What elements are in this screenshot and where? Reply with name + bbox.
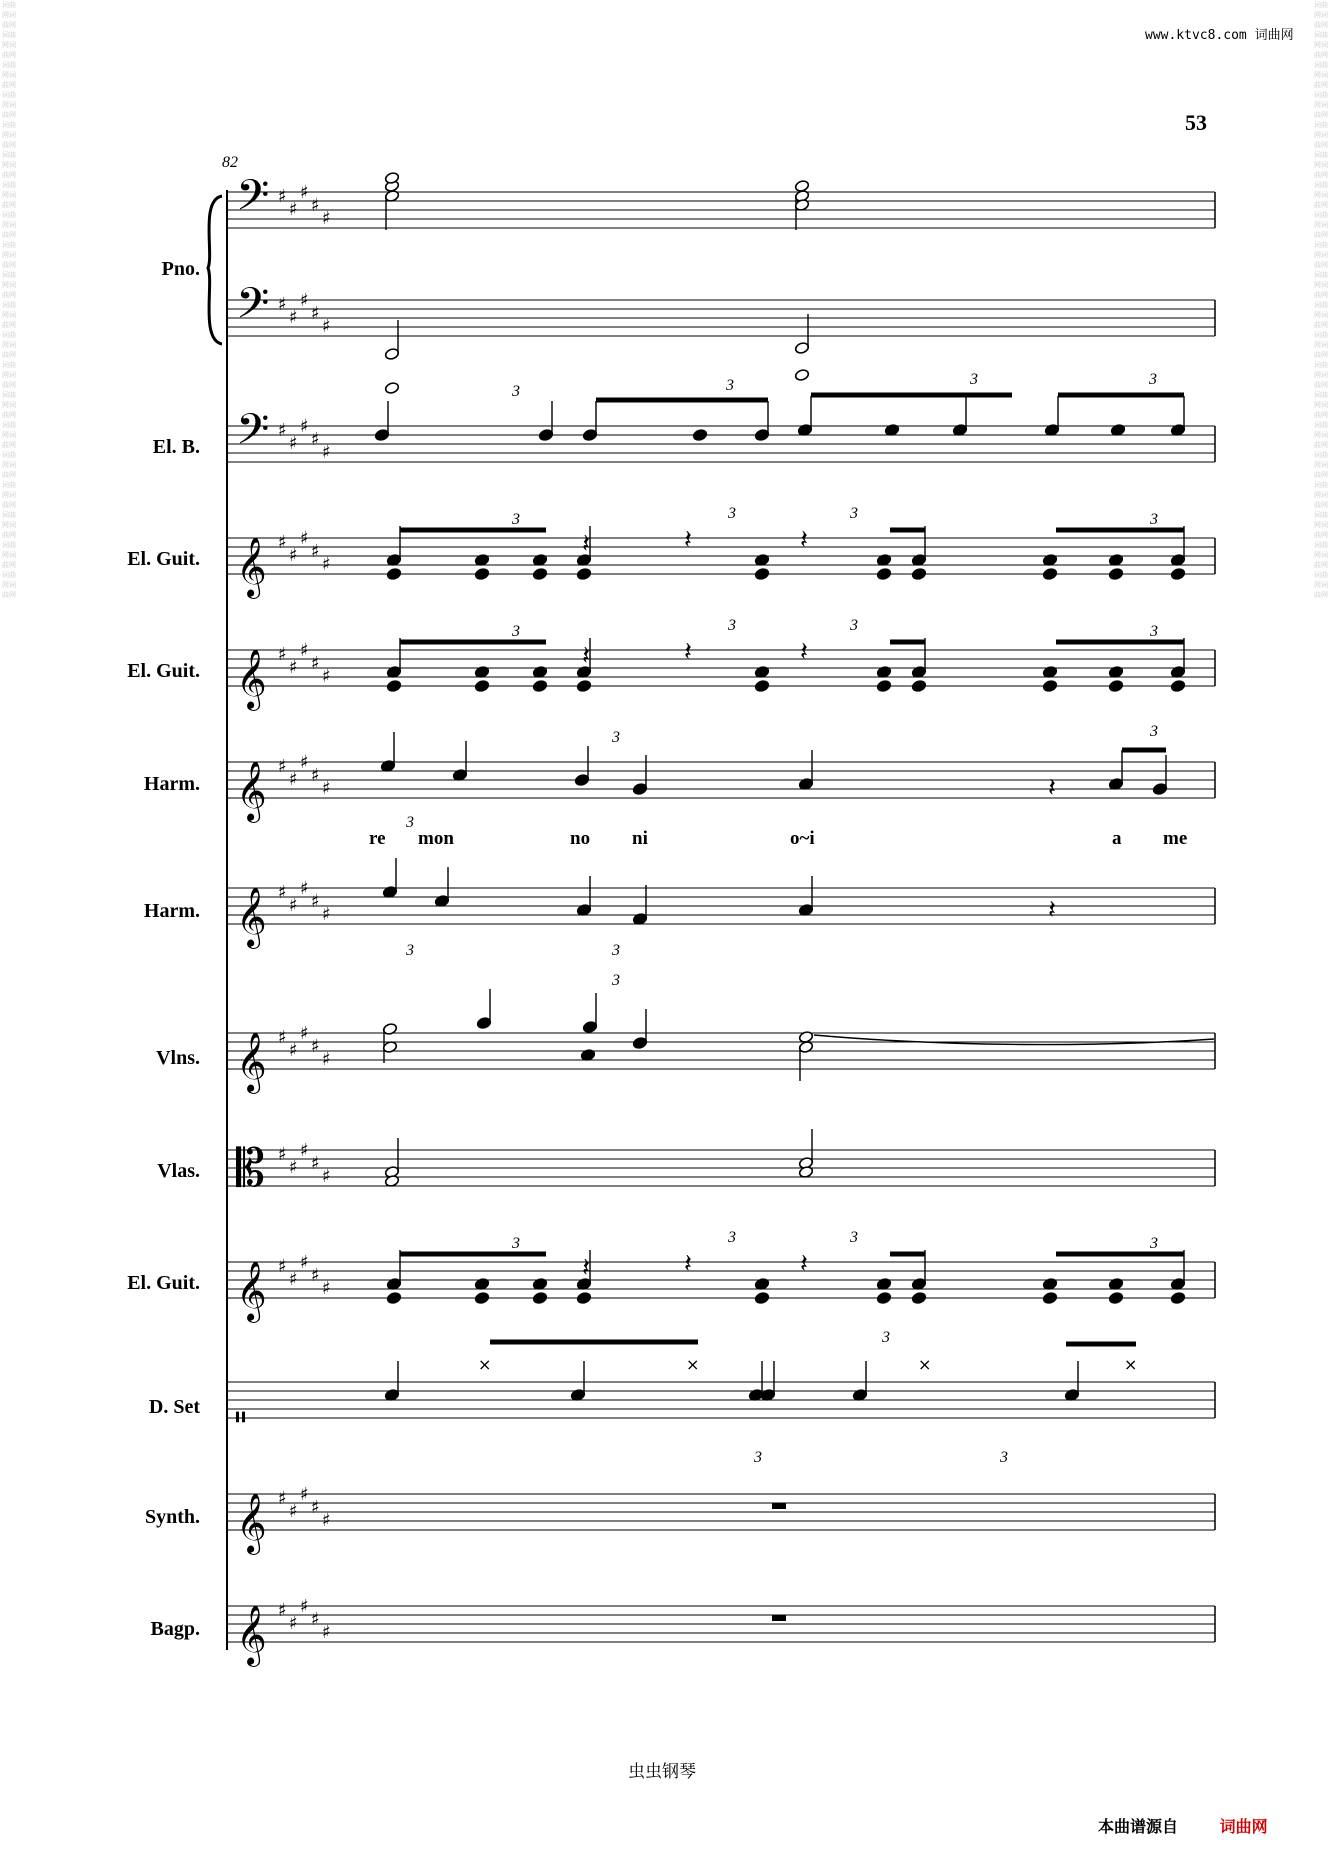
note-head (911, 1291, 926, 1304)
tuplet-number: 3 (512, 1235, 520, 1252)
cymbal-x: × (478, 1355, 492, 1374)
tuplet-number: 3 (1000, 1449, 1008, 1466)
sharp-sign: ♯ (278, 1600, 287, 1621)
tuplet-number: 3 (728, 505, 736, 522)
sharp-sign: ♯ (300, 182, 309, 203)
note-head (876, 1291, 891, 1304)
footer-source[interactable] (1098, 1814, 1268, 1837)
sharp-sign: ♯ (322, 778, 331, 799)
note-head (876, 567, 891, 580)
note-head (576, 1291, 591, 1304)
sharp-sign: ♯ (311, 303, 320, 324)
sharp-sign: ♯ (300, 640, 309, 661)
note-head (911, 679, 926, 692)
watermark-url-text: www.ktvc8.com (1145, 28, 1247, 43)
rest-mark: 𝄽 (1048, 895, 1056, 925)
label-harm2: Harm. (143, 900, 200, 922)
cymbal-x: × (918, 1355, 932, 1374)
rest-mark: 𝄽 (582, 529, 590, 559)
sharp-sign: ♯ (278, 532, 287, 553)
watermark-site-text: 词曲网 (1254, 28, 1294, 43)
rest-mark: 𝄽 (582, 641, 590, 671)
clef-glyph: 𝄢 (236, 171, 270, 231)
sharp-sign: ♯ (278, 1488, 287, 1509)
note-head (576, 679, 591, 692)
sharp-sign: ♯ (322, 904, 331, 925)
tuplet-number: 3 (612, 729, 620, 746)
sharp-sign: ♯ (289, 895, 298, 916)
clef-glyph: 𝄞 (236, 1261, 267, 1321)
note-head (1170, 679, 1185, 692)
sharp-sign: ♯ (289, 1613, 298, 1634)
sharp-sign: ♯ (300, 878, 309, 899)
beam (400, 528, 546, 533)
tuplet-number: 3 (1149, 371, 1157, 388)
note-head (532, 567, 547, 580)
note-head (474, 1291, 489, 1304)
sharp-sign: ♯ (322, 316, 331, 337)
sharp-sign: ♯ (311, 429, 320, 450)
note-head (386, 1291, 401, 1304)
lyric-oi: o~i (790, 828, 815, 849)
sharp-sign: ♯ (300, 528, 309, 549)
beam (490, 1340, 698, 1345)
beam (596, 398, 768, 403)
note-head (384, 381, 399, 394)
tuplet-number: 3 (970, 371, 978, 388)
sharp-sign: ♯ (300, 1252, 309, 1273)
label-elb: El. B. (152, 436, 200, 458)
sharp-sign: ♯ (300, 1596, 309, 1617)
sharp-sign: ♯ (300, 1484, 309, 1505)
note-head (1042, 679, 1057, 692)
sharp-sign: ♯ (300, 1023, 309, 1044)
note-head (794, 368, 809, 381)
sharp-sign: ♯ (289, 307, 298, 328)
left-watermark-strip: 词曲网词曲网词曲网词曲网词曲网词曲网词曲网词曲网词曲网词曲网词曲网词曲网词曲网词曲网词曲网词曲网词曲网词曲网词曲网词曲网词曲网词曲网词曲网词曲网词曲网词曲网词曲网词曲网词曲网词曲网词曲网词曲网词曲网词曲网词曲网词曲网词曲网词曲网词曲网词曲网 (2, 1, 16, 599)
sharp-sign: ♯ (311, 195, 320, 216)
tuplet-number: 3 (512, 623, 520, 640)
staff-vlas (227, 1139, 1215, 1199)
lyric-ni: ni (632, 828, 648, 849)
clef-glyph: 𝄞 (236, 1493, 267, 1553)
rest-mark: 𝄽 (684, 525, 692, 555)
tuplet-number: 3 (1150, 1235, 1158, 1252)
beam (1122, 748, 1166, 753)
sharp-sign: ♯ (311, 1609, 320, 1630)
sharp-sign: ♯ (289, 769, 298, 790)
sharp-sign: ♯ (289, 199, 298, 220)
piano-brace (208, 196, 222, 344)
tuplet-number: 3 (406, 942, 414, 959)
tuplet-number: 3 (726, 377, 734, 394)
footer-center-text: 虫虫钢琴 (628, 1762, 696, 1782)
cymbal-x: × (1124, 1355, 1138, 1374)
note-head (754, 1291, 769, 1304)
note-head (1170, 567, 1185, 580)
clef-glyph: 𝄞 (236, 761, 267, 821)
tuplet-number: 3 (612, 942, 620, 959)
right-watermark-strip: 词曲网词曲网词曲网词曲网词曲网词曲网词曲网词曲网词曲网词曲网词曲网词曲网词曲网词曲网词曲网词曲网词曲网词曲网词曲网词曲网词曲网词曲网词曲网词曲网词曲网词曲网词曲网词曲网词曲网词曲网词曲网词曲网词曲网词曲网词曲网词曲网词曲网词曲网词曲网词曲网 (1314, 1, 1328, 599)
staff-pno-lower (227, 279, 1215, 339)
note-head (532, 1291, 547, 1304)
rest-mark: 𝄽 (582, 1253, 590, 1283)
sharp-sign: ♯ (278, 186, 287, 207)
sharp-sign: ♯ (278, 294, 287, 315)
staff-harm2 (227, 878, 1215, 949)
sharp-sign: ♯ (311, 765, 320, 786)
tuplet-number: 3 (1150, 723, 1158, 740)
staff-elg2 (227, 640, 1215, 711)
sharp-sign: ♯ (278, 1027, 287, 1048)
rest-mark: 𝄽 (684, 1249, 692, 1279)
note-head (386, 567, 401, 580)
sharp-sign: ♯ (278, 756, 287, 777)
staff-bagp (227, 1596, 1215, 1667)
label-elg3: El. Guit. (127, 1272, 200, 1294)
clef-glyph: 𝄢 (236, 279, 270, 339)
tuplet-number: 3 (850, 505, 858, 522)
cymbal-x: × (686, 1355, 700, 1374)
rest-mark: 𝄽 (1048, 773, 1056, 803)
sharp-sign: ♯ (300, 416, 309, 437)
note-head (911, 567, 926, 580)
sharp-sign: ♯ (311, 653, 320, 674)
sharp-sign: ♯ (322, 666, 331, 687)
rest-mark: 𝄽 (800, 525, 808, 555)
sharp-sign: ♯ (278, 644, 287, 665)
sharp-sign: ♯ (311, 1497, 320, 1518)
staff-vlns (227, 1023, 1215, 1094)
clef-glyph: 𝄞 (236, 1032, 267, 1092)
tuplet-number: 3 (850, 1229, 858, 1246)
sharp-sign: ♯ (322, 554, 331, 575)
label-bagp: Bagp. (150, 1618, 200, 1640)
note-head (474, 567, 489, 580)
sharp-sign: ♯ (278, 1144, 287, 1165)
clef-glyph: 𝄞 (236, 537, 267, 597)
rest-mark: 𝄽 (684, 637, 692, 667)
note-head (532, 679, 547, 692)
sharp-sign: ♯ (300, 290, 309, 311)
beam (1058, 393, 1184, 398)
sharp-sign: ♯ (322, 1166, 331, 1187)
sharp-sign: ♯ (322, 1510, 331, 1531)
sharp-sign: ♯ (278, 420, 287, 441)
tie (814, 1035, 1214, 1045)
beam (890, 1252, 925, 1257)
tuplet-number: 3 (512, 383, 520, 400)
lyric-me: me (1163, 828, 1188, 849)
sharp-sign: ♯ (322, 1049, 331, 1070)
tuplet-number: 3 (1150, 623, 1158, 640)
sharp-sign: ♯ (289, 1157, 298, 1178)
beam (400, 1252, 546, 1257)
tuplet-number: 3 (882, 1329, 890, 1346)
sharp-sign: ♯ (322, 1622, 331, 1643)
sharp-sign: ♯ (311, 541, 320, 562)
note-head (474, 679, 489, 692)
note-head (1108, 679, 1123, 692)
label-elg2: El. Guit. (127, 660, 200, 682)
note-head (386, 679, 401, 692)
staff-pno-upper (227, 171, 1215, 231)
sharp-sign: ♯ (289, 657, 298, 678)
sharp-sign: ♯ (289, 433, 298, 454)
whole-rest (772, 1503, 786, 1509)
clef-glyph: 𝄞 (236, 887, 267, 947)
staff-dset (227, 1382, 1215, 1436)
staff-elg3 (227, 1252, 1215, 1323)
lyric-re: re (369, 828, 386, 849)
page-number: 53 (1185, 110, 1207, 135)
beam (1056, 1252, 1184, 1257)
tuplet-number: 3 (1150, 511, 1158, 528)
label-dset: D. Set (148, 1396, 200, 1418)
note-head (1170, 1291, 1185, 1304)
staff-synth (227, 1484, 1215, 1555)
sharp-sign: ♯ (300, 752, 309, 773)
label-harm1: Harm. (143, 773, 200, 795)
tuplet-number: 3 (406, 814, 414, 831)
rest-mark: 𝄽 (800, 1249, 808, 1279)
footer-source-site: 词曲网 (1219, 1817, 1268, 1836)
beam (811, 393, 1012, 398)
clef-glyph: 𝄞 (236, 649, 267, 709)
music-marks (374, 171, 1214, 1621)
label-synth: Synth. (144, 1506, 200, 1528)
clef-glyph: 𝄢 (236, 405, 270, 465)
tuplet-number: 3 (512, 511, 520, 528)
beam (400, 640, 546, 645)
measure-number: 82 (222, 154, 238, 171)
staff-elg1 (227, 528, 1215, 599)
clef-glyph: 𝄞 (236, 1605, 267, 1665)
clef-glyph: 𝄥 (236, 1401, 245, 1436)
label-pno: Pno. (161, 258, 200, 280)
beam (890, 640, 925, 645)
sharp-sign: ♯ (289, 1501, 298, 1522)
sharp-sign: ♯ (311, 1036, 320, 1057)
lyric-mon: mon (418, 828, 454, 849)
whole-rest (772, 1615, 786, 1621)
note-head (1042, 1291, 1057, 1304)
note-head (876, 679, 891, 692)
label-vlns: Vlns. (156, 1047, 200, 1069)
sharp-sign: ♯ (300, 1140, 309, 1161)
clef-glyph: 𝄡 (236, 1139, 266, 1199)
sharp-sign: ♯ (322, 1278, 331, 1299)
label-elg1: El. Guit. (127, 548, 200, 570)
beam (1066, 1342, 1136, 1347)
note-head (794, 179, 809, 192)
note-head (692, 428, 707, 441)
note-head (1108, 1291, 1123, 1304)
sharp-sign: ♯ (322, 208, 331, 229)
sharp-sign: ♯ (289, 545, 298, 566)
sharp-sign: ♯ (289, 1269, 298, 1290)
tuplet-number: 3 (728, 617, 736, 634)
sharp-sign: ♯ (311, 1265, 320, 1286)
note-head (576, 567, 591, 580)
note-head (754, 567, 769, 580)
sharp-sign: ♯ (322, 442, 331, 463)
staff-harm1 (227, 752, 1215, 823)
beam (890, 528, 925, 533)
note-head (1042, 567, 1057, 580)
label-vlas: Vlas. (157, 1160, 200, 1182)
lyric-a: a (1112, 828, 1122, 849)
tuplet-number: 3 (754, 1449, 762, 1466)
note-head (754, 679, 769, 692)
lyric-no: no (570, 828, 591, 849)
beam (1056, 528, 1184, 533)
sharp-sign: ♯ (311, 891, 320, 912)
note-head (1108, 567, 1123, 580)
rest-mark: 𝄽 (800, 637, 808, 667)
tuplet-number: 3 (850, 617, 858, 634)
sharp-sign: ♯ (278, 882, 287, 903)
sharp-sign: ♯ (289, 1040, 298, 1061)
sharp-sign: ♯ (278, 1256, 287, 1277)
beam (1056, 640, 1184, 645)
footer-source-label: 本曲谱源自 (1098, 1817, 1179, 1836)
tuplet-number: 3 (728, 1229, 736, 1246)
sharp-sign: ♯ (311, 1153, 320, 1174)
tuplet-number: 3 (612, 972, 620, 989)
